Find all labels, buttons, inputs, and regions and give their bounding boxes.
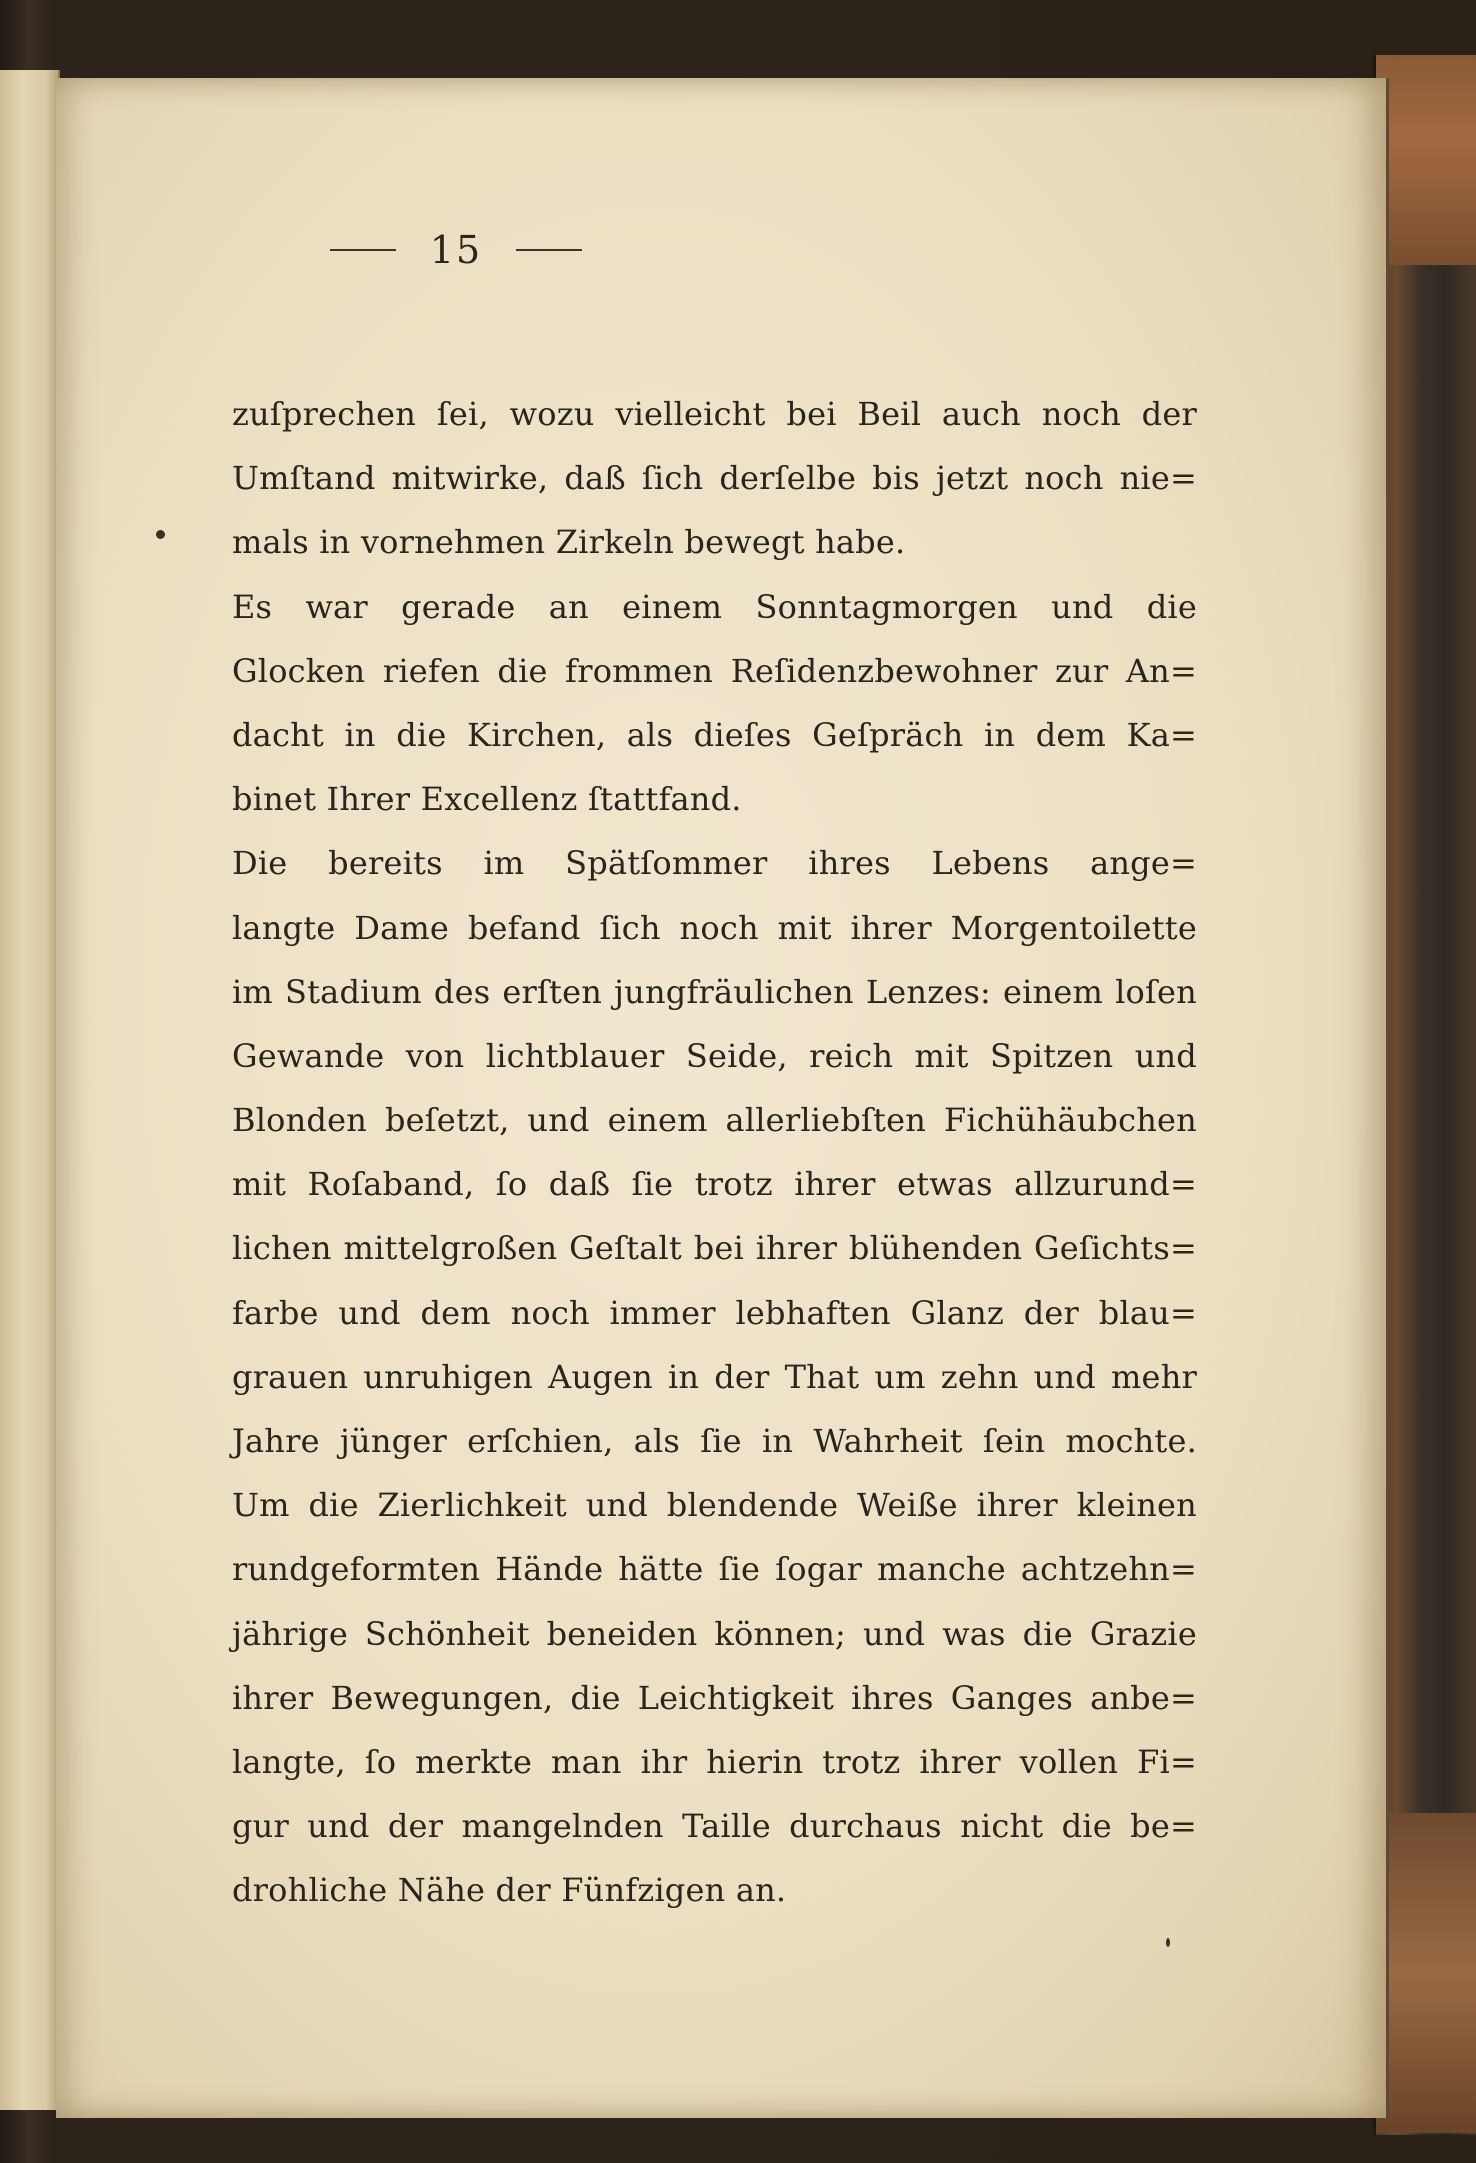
cover-corner-bottom (1376, 1813, 1476, 2133)
header-rule-right (516, 249, 582, 251)
text-line: Gewande von lichtblauer Seide, reich mit Spitzen und (232, 1036, 1197, 1075)
text-line: rundgeformten Hände hätte ſie ſogar manche achtzehn= (232, 1550, 1197, 1589)
text-line: Um die Zierlichkeit und blendende Weiße ihrer kleinen (232, 1486, 1197, 1525)
text-line: langte Dame befand ſich noch mit ihrer Morgentoilette (232, 908, 1197, 947)
text-line: farbe und dem noch immer lebhaften Glanz der blau= (232, 1293, 1197, 1332)
header-rule-left (330, 249, 396, 251)
book-page (56, 78, 1389, 2118)
text-line: ihrer Bewegungen, die Leichtigkeit ihres Ganges anbe= (232, 1678, 1197, 1717)
text-line: mit Roſaband, ſo daß ſie trotz ihrer etwas allzurund= (232, 1165, 1197, 1204)
text-line: Es war gerade an einem Sonntagmorgen und die (232, 587, 1197, 626)
text-line: dacht in die Kirchen, als dieſes Geſpräch in dem Ka= (232, 715, 1197, 754)
text-line: langte, ſo merkte man ihr hierin trotz ihrer vollen Fi= (232, 1742, 1197, 1781)
text-line: grauen unruhigen Augen in der That um zehn und mehr (232, 1357, 1197, 1396)
text-line: lichen mittelgroßen Geſtalt bei ihrer blühenden Geſichts= (232, 1229, 1197, 1268)
text-line: Die bereits im Spätſommer ihres Lebens ange= (232, 844, 1197, 883)
text-line: im Stadium des erſten jungfräulichen Lenzes: einem loſen (232, 972, 1197, 1011)
text-line: Glocken riefen die frommen Reſidenzbewohner zur An= (232, 651, 1197, 690)
page-number: 15 (429, 228, 483, 272)
paper-speck (1166, 1938, 1170, 1947)
paper-speck (156, 530, 165, 539)
previous-page-edge (0, 70, 60, 2110)
text-line: binet Ihrer Excellenz ſtattfand. (232, 780, 742, 819)
text-line: Umſtand mitwirke, daß ſich derſelbe bis jetzt noch nie= (232, 459, 1197, 498)
body-text (232, 382, 1197, 1923)
text-line: mals in vornehmen Zirkeln bewegt habe. (232, 523, 906, 562)
text-line: zuſprechen ſei, wozu vielleicht bei Beil auch noch der (232, 395, 1197, 433)
text-line: jährige Schönheit beneiden können; und was die Grazie (232, 1614, 1197, 1653)
text-line: Blonden beſetzt, und einem allerliebſten Fichühäubchen (232, 1101, 1197, 1140)
text-line: drohliche Nähe der Fünfzigen an. (232, 1871, 787, 1910)
cover-corner-top (1376, 55, 1476, 265)
text-line: gur und der mangelnden Taille durchaus nicht die be= (232, 1807, 1197, 1846)
page-header (56, 228, 856, 272)
text-line: Jahre jünger erſchien, als ſie in Wahrheit ſein mochte. (232, 1422, 1197, 1460)
